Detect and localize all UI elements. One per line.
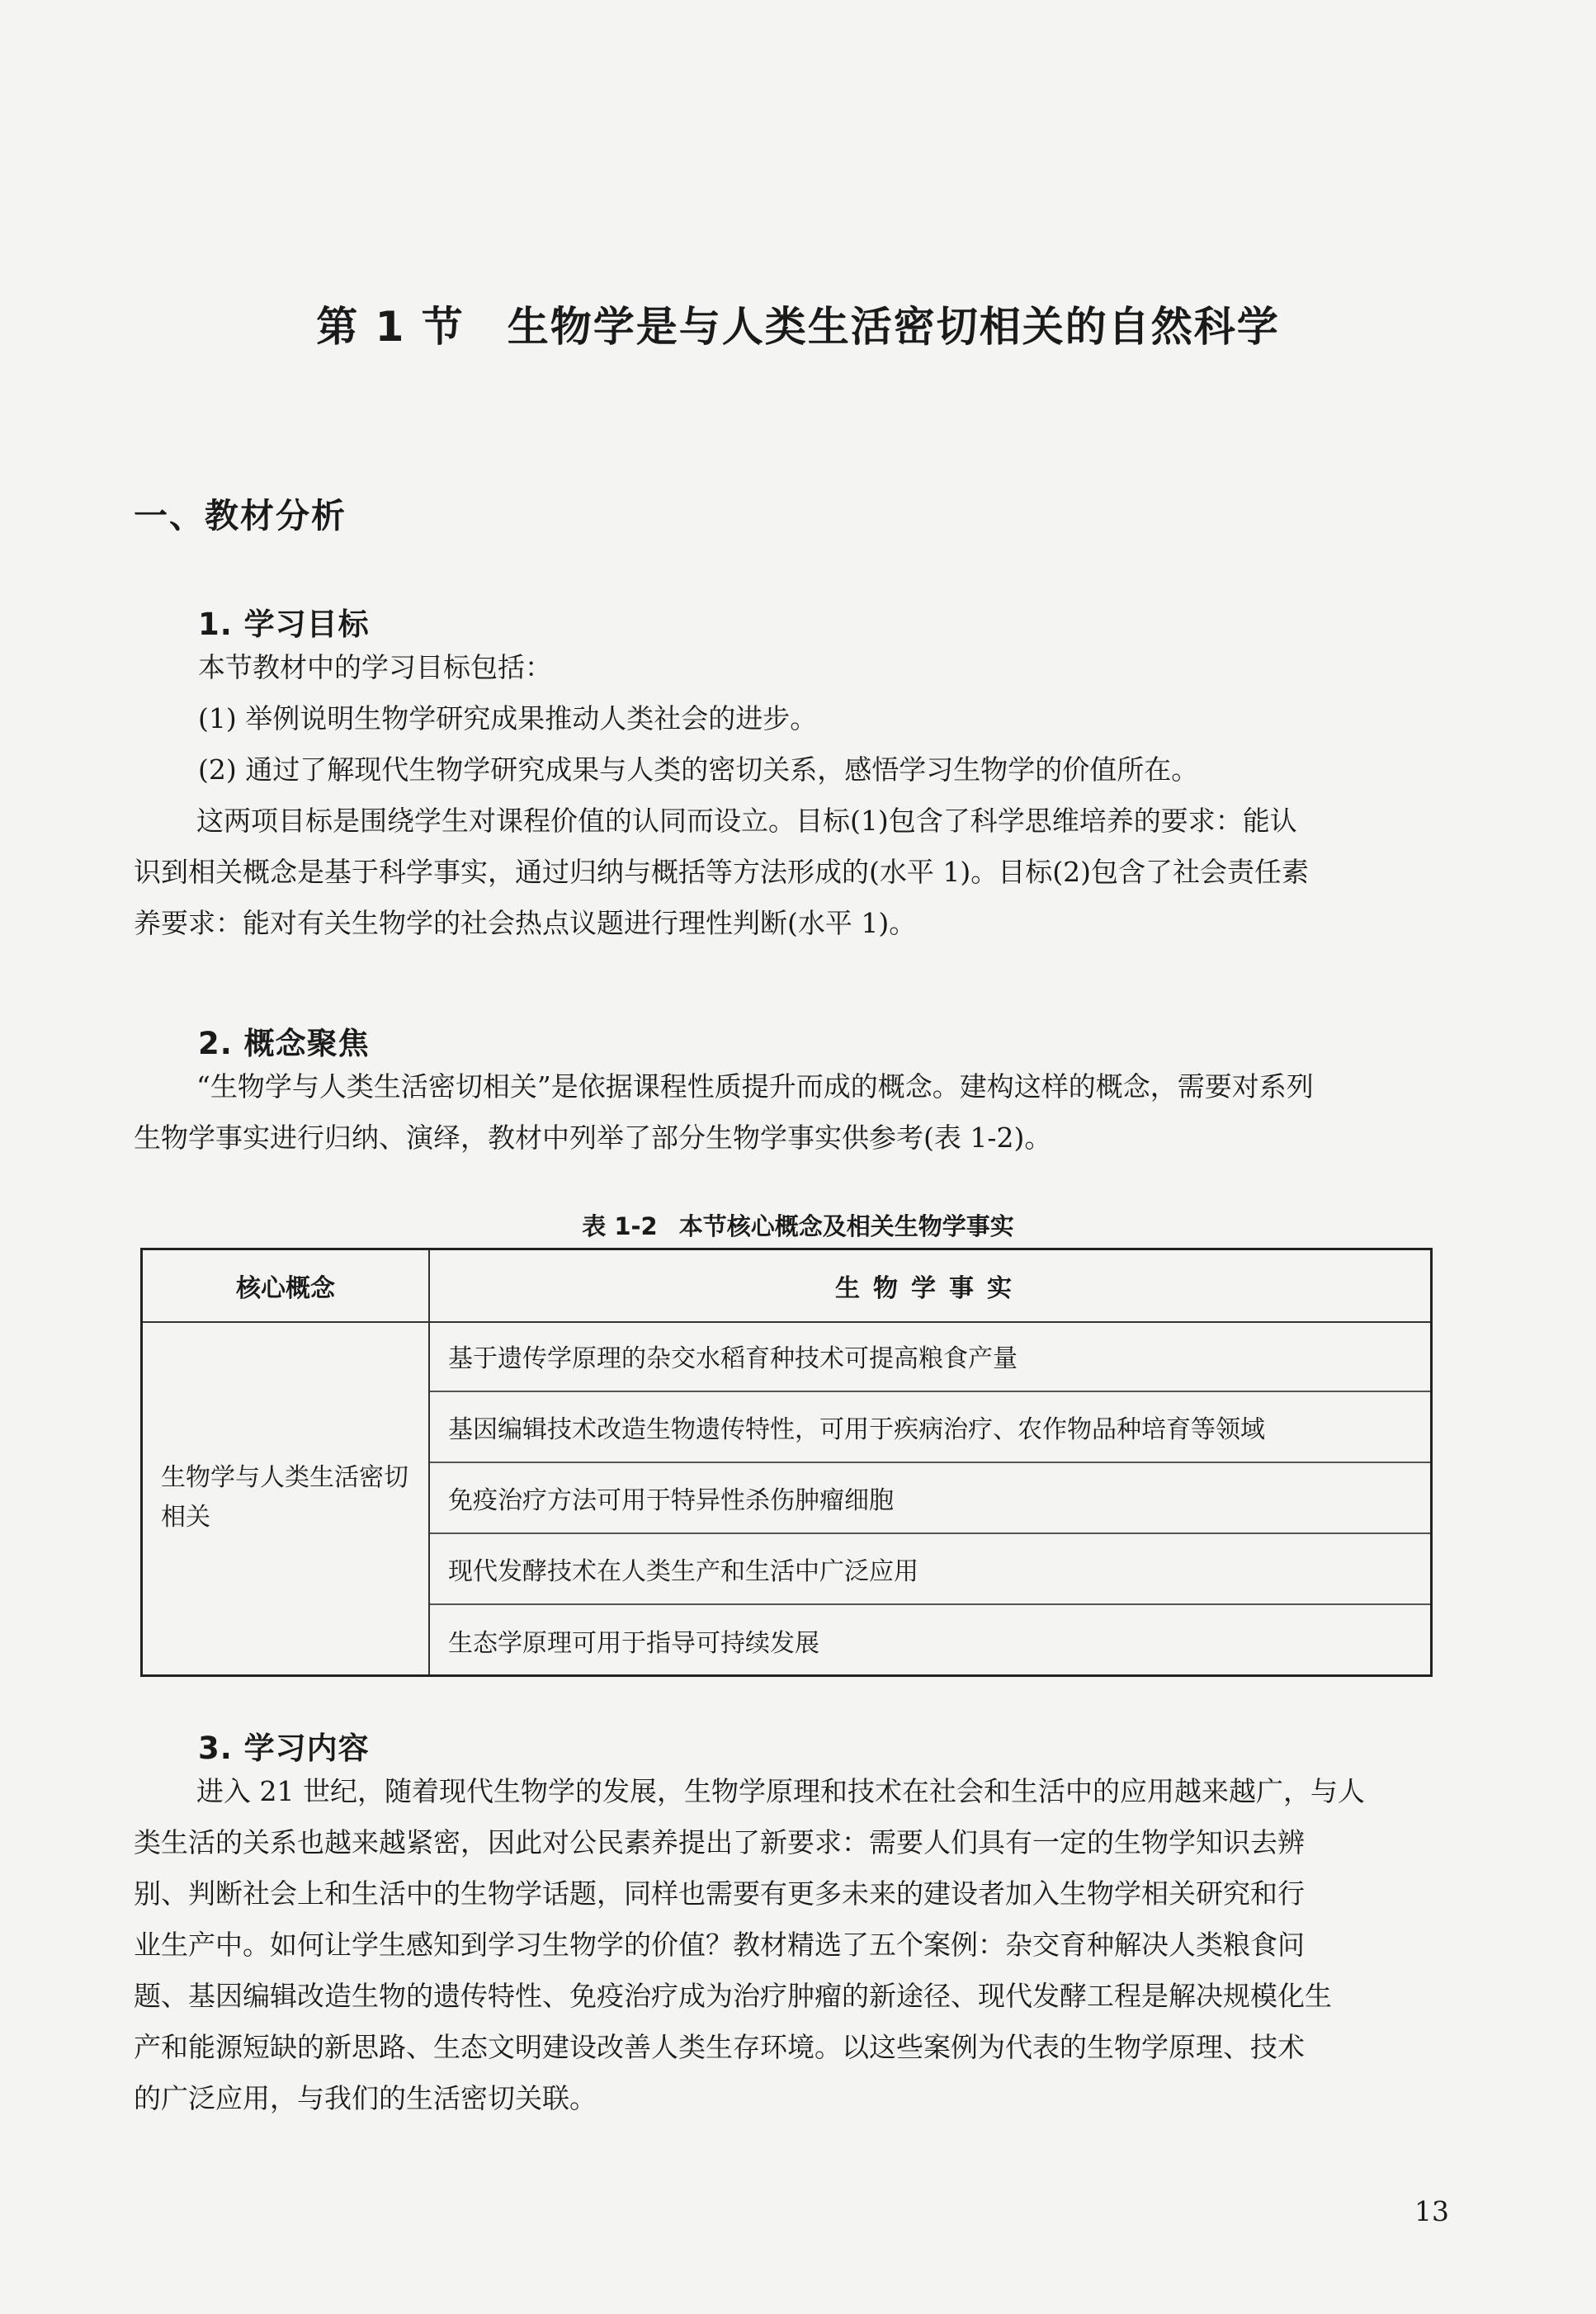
paragraph-line: 养要求：能对有关生物学的社会热点议题进行理性判断(水平 1)。 [134,907,917,939]
table-header-concept: 核心概念 [143,1250,430,1321]
table-row: 免疫治疗方法可用于特异性杀伤肿瘤细胞 [430,1463,1430,1534]
paragraph-line: 类生活的关系也越来越紧密，因此对公民素养提出了新要求：需要人们具有一定的生物学知识去辨 [134,1826,1305,1858]
paragraph-line: 别、判断社会上和生活中的生物学话题，同样也需要有更多未来的建设者加入生物学相关研究和行 [134,1877,1305,1910]
subheading-learning-content: 3. 学习内容 [198,1731,370,1766]
table-caption [0,1208,1596,1242]
goal-item-1: (1) 举例说明生物学研究成果推动人类社会的进步。 [198,702,818,734]
paragraph-line: 进入 21 世纪，随着现代生物学的发展，生物学原理和技术在社会和生活中的应用越来越广，与人 [196,1775,1365,1807]
goals-intro-line: 本节教材中的学习目标包括： [198,651,552,683]
table-caption-title: 本节核心概念及相关生物学事实 [678,1212,1014,1240]
table-row: 基于遗传学原理的杂交水稻育种技术可提高粮食产量 [430,1321,1430,1392]
table-header-row [143,1250,1430,1323]
section-heading-analysis: 一、教材分析 [134,496,347,536]
paragraph-line: 产和能源短缺的新思路、生态文明建设改善人类生存环境。以这些案例为代表的生物学原理、技术 [134,2031,1305,2063]
learning-goals-list [198,642,1452,796]
goal-item-2: (2) 通过了解现代生物学研究成果与人类的密切关系，感悟学习生物学的价值所在。 [198,753,1199,786]
concept-facts-table [140,1248,1433,1677]
table-row: 现代发酵技术在人类生产和生活中广泛应用 [430,1534,1430,1605]
subheading-learning-goals: 1. 学习目标 [198,607,370,642]
table-header-facts: 生物学事实 [835,1274,1025,1303]
table-caption-number: 表 1-2 [582,1212,658,1240]
table-core-concept-cell [143,1321,430,1674]
page-number: 13 [1414,2195,1449,2227]
paragraph-line: “生物学与人类生活密切相关”是依据课程性质提升而成的概念。建构这样的概念，需要对系列 [196,1070,1314,1103]
paragraph-line: 生物学事实进行归纳、演绎，教材中列举了部分生物学事实供参考(表 1-2)。 [134,1122,1052,1154]
table-row: 生态学原理可用于指导可持续发展 [448,1629,819,1658]
concept-focus-paragraph [134,1061,1438,1164]
chapter-number: 第 1 节 [316,303,465,351]
core-concept-text: 生物学与人类生活密切相关 [161,1463,408,1532]
paragraph-line: 业生产中。如何让学生感知到学习生物学的价值？教材精选了五个案例：杂交育种解决人类粮食问 [134,1929,1305,1961]
chapter-title [0,294,1596,353]
learning-content-paragraph [134,1766,1438,2124]
table-facts-column [430,1321,1430,1674]
paragraph-line: 的广泛应用，与我们的生活密切关联。 [134,2082,597,2114]
goals-explanation-paragraph [134,796,1438,949]
paragraph-line: 识到相关概念是基于科学事实，通过归纳与概括等方法形成的(水平 1)。目标(2)包含了社会责任素 [134,856,1309,888]
table-row: 基因编辑技术改造生物遗传特性，可用于疾病治疗、农作物品种培育等领域 [430,1392,1430,1463]
subheading-concept-focus: 2. 概念聚焦 [198,1026,370,1061]
paragraph-line: 题、基因编辑改造生物的遗传特性、免疫治疗成为治疗肿瘤的新途径、现代发酵工程是解决规模化生 [134,1980,1332,2012]
chapter-title-text: 生物学是与人类生活密切相关的自然科学 [507,303,1280,351]
paragraph-line: 这两项目标是围绕学生对课程价值的认同而设立。目标(1)包含了科学思维培养的要求：能认 [196,805,1297,837]
